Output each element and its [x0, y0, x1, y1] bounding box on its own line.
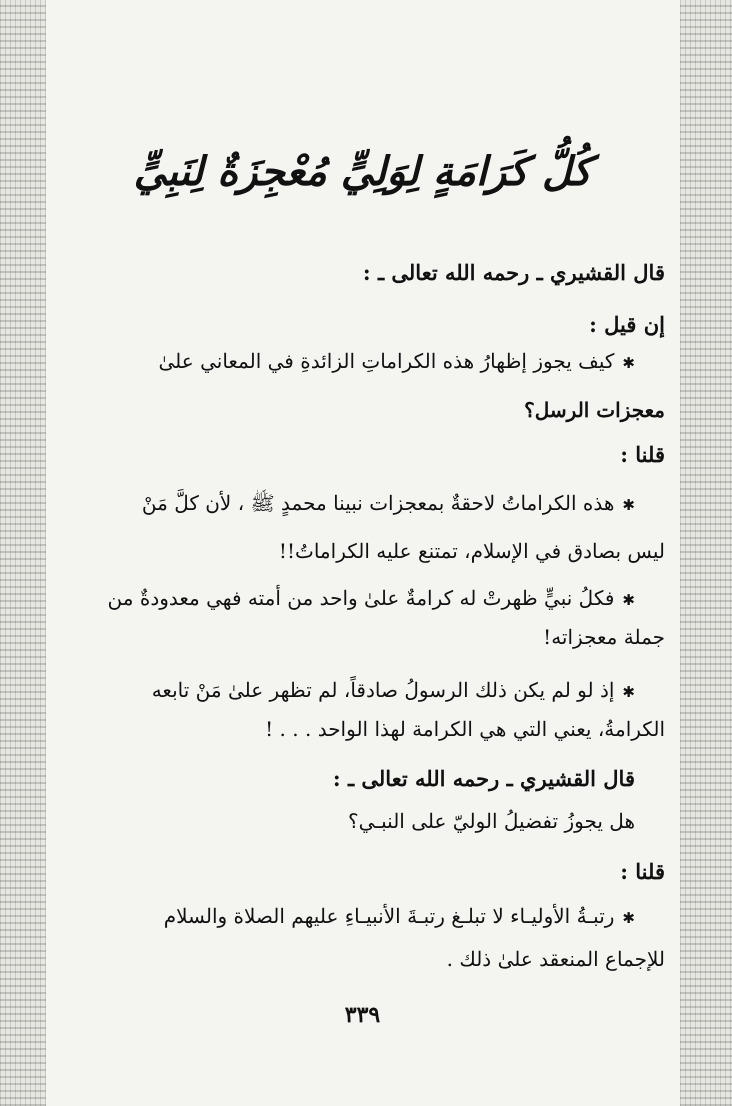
decorative-border-left — [0, 0, 46, 1106]
para2-line-2: جملة معجزاته! — [543, 625, 665, 649]
book-page — [60, 0, 665, 1106]
question-line-2: معجزات الرسل؟ — [524, 398, 665, 422]
section2-question: هل يجوزُ تفضيلُ الوليّ على النبـي؟ — [348, 809, 635, 833]
asterisk-icon: ✱ — [622, 354, 635, 372]
question-line-1: ✱كيف يجوز إظهارُ هذه الكراماتِ الزائدةِ في المعاني علىٰ — [158, 349, 635, 373]
asterisk-icon: ✱ — [622, 496, 635, 514]
para1-line-1: ✱هذه الكراماتُ لاحقةٌ بمعجزات نبينا محمدٍ ﷺ ، لأن كلَّ مَنْ — [141, 491, 635, 515]
section2-speaker: قال القشيري ـ رحمه الله تعالى ـ : — [332, 766, 635, 791]
asterisk-icon: ✱ — [622, 683, 635, 701]
section1-we-say: قلنا : — [620, 442, 665, 467]
para1-line-2: ليس بصادق في الإسلام، تمتنع عليه الكراماتُ!! — [278, 539, 665, 563]
para3-line-1: ✱إذ لو لم يكن ذلك الرسولُ صادقاً، لم تظهر علىٰ مَنْ تابعه — [151, 678, 635, 702]
section2-para-line-1: ✱رتبـةُ الأوليـاء لا تبلـغ رتبـةَ الأنبيـاءِ عليهم الصلاة والسلام — [163, 904, 635, 928]
section1-speaker: قال القشيري ـ رحمه الله تعالى ـ : — [362, 260, 665, 285]
section1-if-said: إن قيل : — [589, 312, 665, 337]
decorative-border-right — [680, 0, 732, 1106]
section2-we-say: قلنا : — [620, 859, 665, 884]
page-number: ٣٣٩ — [344, 1002, 381, 1028]
para3-line-2: الكرامةُ، يعني التي هي الكرامة لهذا الواحد . . . ! — [265, 717, 665, 741]
page-title: كُلُّ كَرَامَةٍ لِوَلِيٍّ مُعْجِزَةٌ لِنَبِيٍّ — [133, 148, 592, 195]
para2-line-1: ✱فكلُ نبيٍّ ظهرتْ له كرامةٌ علىٰ واحد من أمته فهي معدودةٌ من — [107, 586, 635, 610]
asterisk-icon: ✱ — [622, 909, 635, 927]
section2-para-line-2: للإجماع المنعقد علىٰ ذلك . — [446, 947, 665, 971]
asterisk-icon: ✱ — [622, 591, 635, 609]
